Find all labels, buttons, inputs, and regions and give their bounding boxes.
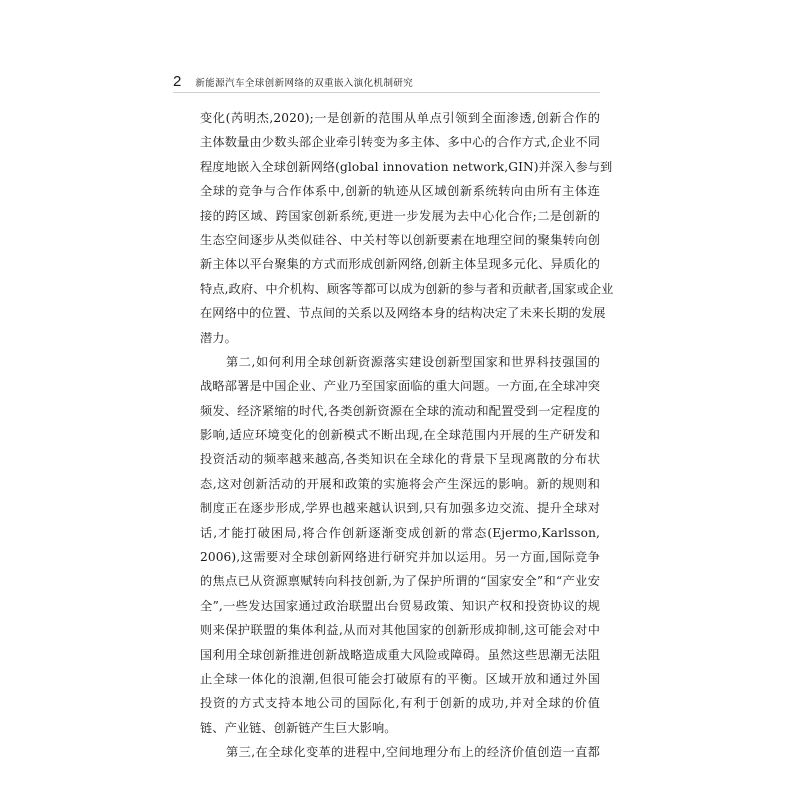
text-line: 第三,在全球化变革的进程中,空间地理分布上的经济价值创造一直都	[226, 745, 600, 760]
text-line: 2006),这需要对全球创新网络进行研究并加以运用。另一方面,国际竞争	[200, 550, 600, 565]
text-line: 战略部署是中国企业、产业乃至国家面临的重大问题。一方面,在全球冲突	[200, 379, 600, 394]
text-line: 的焦点已从资源禀赋转向科技创新,为了保护所谓的“国家安全”和“产业安	[200, 574, 600, 589]
text-line: 则来保护联盟的集体利益,从而对其他国家的创新形成抑制,这可能会对中	[200, 623, 600, 638]
header-rule	[173, 92, 600, 93]
text-line: 止全球一体化的浪潮,但很可能会打破原有的平衡。区域开放和通过外国	[200, 671, 600, 686]
text-line: 接的跨区域、跨国家创新系统,更进一步发展为去中心化合作;二是创新的	[200, 208, 600, 223]
body-text	[200, 106, 614, 765]
text-line: 国利用全球创新推进创新战略造成重大风险或障碍。虽然这些思潮无法阻	[200, 647, 600, 662]
text-line: 投资活动的频率越来越高,各类知识在全球化的背景下呈现离散的分布状	[200, 452, 600, 467]
paragraph-1	[200, 106, 614, 350]
text-line: 潜力。	[200, 330, 237, 345]
text-line: 主体数量由少数头部企业牵引转变为多主体、多中心的合作方式,企业不同	[200, 135, 600, 150]
text-line: 生态空间逐步从类似硅谷、中关村等以创新要素在地理空间的聚集转向创	[200, 232, 600, 247]
text-line: 新主体以平台聚集的方式而形成创新网络,创新主体呈现多元化、异质化的	[200, 257, 600, 272]
text-line: 全”,一些发达国家通过政治联盟出台贸易政策、知识产权和投资协议的规	[200, 598, 600, 613]
page-number: 2	[173, 73, 182, 90]
text-line: 程度地嵌入全球创新网络(global innovation network,GIN)并深入参与到	[200, 159, 613, 174]
text-line: 特点,政府、中介机构、顾客等都可以成为创新的参与者和贡献者,国家或企业	[200, 281, 614, 296]
text-line: 制度正在逐步形成,学界也越来越认识到,只有加强多边交流、提升全球对	[200, 501, 600, 516]
text-line: 第二,如何利用全球创新资源落实建设创新型国家和世界科技强国的	[226, 354, 600, 369]
running-header	[173, 73, 413, 90]
text-line: 频发、经济紧缩的时代,各类创新资源在全球的流动和配置受到一定程度的	[200, 403, 600, 418]
text-line: 话,才能打破困局,将合作创新逐渐变成创新的常态(Ejermo,Karlsson,	[200, 525, 600, 540]
running-title: 新能源汽车全球创新网络的双重嵌入演化机制研究	[195, 78, 414, 89]
text-line: 投资的方式支持本地公司的国际化,有利于创新的成功,并对全球的价值	[200, 696, 600, 711]
paragraph-2	[200, 350, 600, 740]
text-line: 在网络中的位置、节点间的关系以及网络本身的结构决定了未来长期的发展	[200, 306, 606, 321]
text-line: 全球的竞争与合作体系中,创新的轨迹从区域创新系统转向由所有主体连	[200, 184, 600, 199]
text-line: 影响,适应环境变化的创新模式不断出现,在全球范围内开展的生产研发和	[200, 428, 600, 443]
text-line: 态,这对创新活动的开展和政策的实施将会产生深远的影响。新的规则和	[200, 476, 600, 491]
text-line: 变化(芮明杰,2020);一是创新的范围从单点引领到全面渗透,创新合作的	[200, 111, 600, 125]
paragraph-3	[200, 740, 600, 764]
text-line: 链、产业链、创新链产生巨大影响。	[200, 720, 397, 735]
